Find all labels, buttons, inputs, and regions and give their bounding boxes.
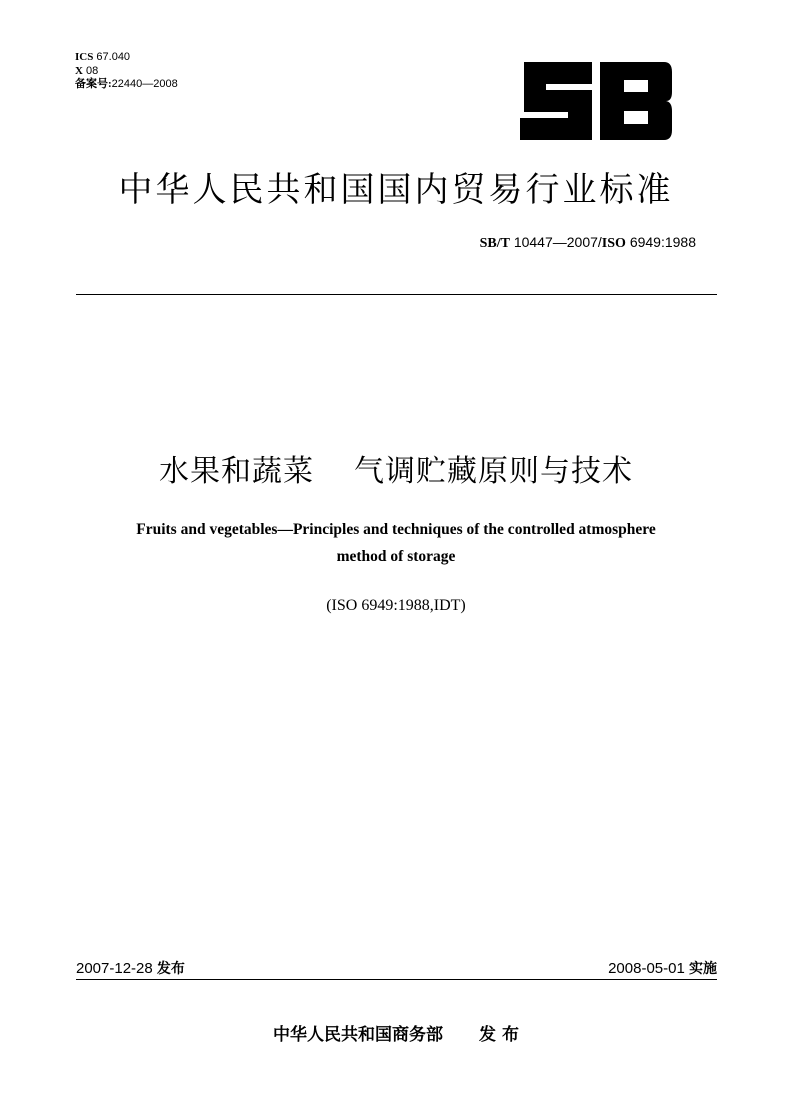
release-date: 2007-12-28 xyxy=(76,960,153,977)
chinese-title-part2: 气调贮藏原则与技术 xyxy=(354,454,633,489)
record-value: 22440—2008 xyxy=(111,78,178,90)
header-divider xyxy=(76,294,717,295)
class-label: X xyxy=(75,64,83,77)
effective-label: 实施 xyxy=(689,961,717,977)
effective-date: 2008-05-01 xyxy=(608,960,685,977)
iso-reference: (ISO 6949:1988,IDT) xyxy=(326,597,466,614)
release-label: 发布 xyxy=(156,961,185,977)
effective-date-block xyxy=(608,958,717,978)
sb-logo-s xyxy=(520,62,592,140)
classification-block xyxy=(75,51,178,92)
chinese-title xyxy=(0,446,792,490)
english-title xyxy=(60,516,732,570)
ics-line xyxy=(75,51,178,65)
issuer-action: 发 布 xyxy=(479,1025,519,1045)
release-date-block xyxy=(76,958,185,978)
std-iso-number: 6949:1988 xyxy=(629,234,696,250)
class-line xyxy=(75,65,178,79)
record-line xyxy=(75,78,178,92)
record-label: 备案号: xyxy=(75,78,112,90)
std-iso-prefix: ISO xyxy=(601,236,626,251)
issuer xyxy=(0,1020,792,1045)
standard-number xyxy=(480,234,696,252)
std-number: 10447—2007/ xyxy=(513,234,602,250)
english-title-line2: method of storage xyxy=(336,548,456,565)
english-title-line1: Fruits and vegetables—Principles and techniques of the controlled atmosphere xyxy=(136,521,656,538)
std-prefix: SB/T xyxy=(479,236,510,251)
chinese-title-part1: 水果和蔬菜 xyxy=(159,454,314,489)
ics-label: ICS xyxy=(75,51,94,63)
sb-logo-b xyxy=(600,62,672,140)
class-value: 08 xyxy=(86,64,99,77)
issuer-name: 中华人民共和国商务部 xyxy=(273,1025,444,1045)
ics-value: 67.040 xyxy=(96,51,131,63)
sb-logo xyxy=(518,58,674,142)
organization-title: 中华人民共和国国内贸易行业标准 xyxy=(118,170,674,210)
footer-divider xyxy=(76,979,717,980)
